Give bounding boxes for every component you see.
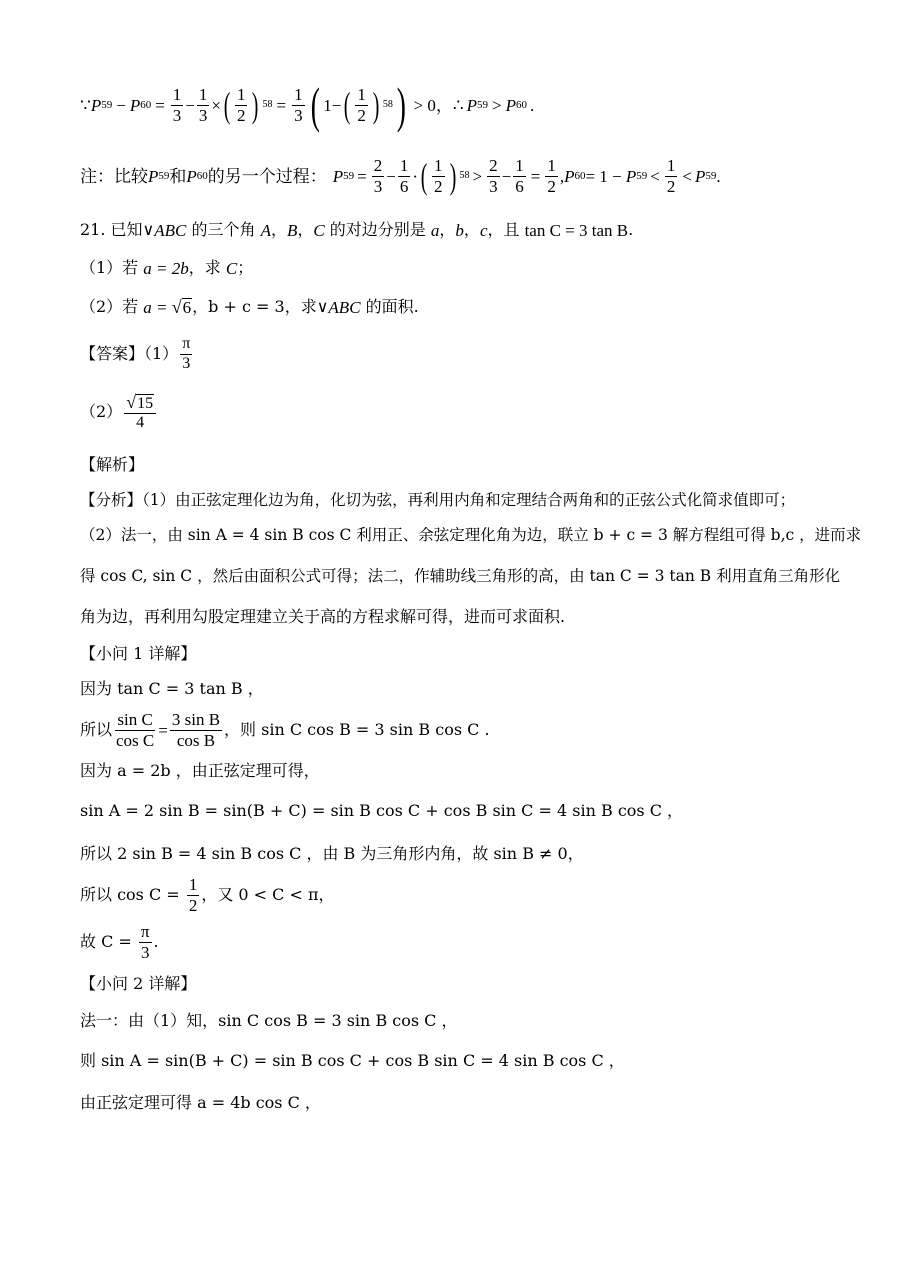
analysis-part-2a: （2）法一，由 sin A = 4 sin B cos C 利用正、余弦定理化角为边，联立 b + c = 3 解方程组可得 b,c ，进而求 (80, 526, 862, 545)
step-5: 所以 2 sin B = 4 sin B cos C ，由 B 为三角形内角，故 sin B ≠ 0， (80, 844, 584, 863)
step-3: 因为 a = 2b ，由正弦定理可得， (80, 761, 320, 780)
method-1-step-3: 由正弦定理可得 a = 4b cos C ， (80, 1093, 321, 1112)
sub-question-1-heading: 【小问 1 详解】 (80, 644, 197, 663)
answer-2: （2） $\frac{√15}{4}$ (80, 390, 830, 434)
part-2: （2）若 a = √ 6 ，b + c = 3，求 ∨ ABC 的面积. (80, 297, 419, 317)
part-1: （1）若 a = 2b ，求 C ； (80, 258, 254, 278)
answer-1: 【答案】（1） $\frac{\pi}{3}$ (80, 335, 191, 372)
analysis-part-2c: 角为边，再利用勾股定理建立关于高的方程求解可得，进而可求面积. (80, 607, 566, 626)
analysis-part-1: 【分析】（1）由正弦定理化边为角，化切为弦，再利用内角和定理结合两角和的正弦公式化简求值即可； (80, 491, 796, 510)
question-21: 21. 已知 ∨ ABC 的三个角 A ， B ， C 的对边分别是 a ， b ， c ，且 tan C = 3 tan B . (80, 220, 634, 240)
step-1: 因为 tan C = 3 tan B ， (80, 679, 264, 698)
fraction: $\frac{1}{2}$ (236, 84, 246, 125)
line-p59-p60-comparison: ∵ P 59 − P 60 = $\frac{1}{3}$ − $\frac{1}{3}$ × ( $\frac{1}{2}$ ) 58 = $\frac{1}{3}$ ( 1− ( $\frac{1}{2}$ ) 58 ) > 0， ∴ P 59 > P 60 . (80, 77, 535, 133)
step-7: 故 C = $\frac{\pi}{3}$ . (80, 921, 159, 962)
fraction: $\frac{1}{3}$ (198, 84, 208, 125)
fraction: $\frac{1}{3}$ (172, 84, 182, 125)
method-1-step-1: 法一：由（1）知，sin C cos B = 3 sin B cos C ， (80, 1011, 458, 1030)
method-1-step-2: 则 sin A = sin(B + C) = sin B cos C + cos B sin C = 4 sin B cos C ， (80, 1051, 625, 1070)
line-note-alternative: 注：比较 P 59 和 P 60 的另一个过程： P 59 = $\frac{2}{3}$ − $\frac{1}{6}$ · ( $\frac{1}{2}$ ) 58 > $\frac{2}{3}$ − $\frac{1}{6}$ = $\frac{1}{2}$ , P 60 = 1 − P 59 < $\frac{1}{2}$ < P 59 . (80, 155, 721, 196)
analysis-heading: 【解析】 (80, 455, 145, 474)
because-symbol: ∵ (80, 95, 91, 115)
step-4: sin A = 2 sin B = sin(B + C) = sin B cos C + cos B sin C = 4 sin B cos C ， (80, 801, 684, 820)
analysis-part-2b: 得 cos C, sin C ，然后由面积公式可得；法二，作辅助线三角形的高，由 tan C = 3 tan B 利用直角三角形化 (80, 567, 841, 586)
sub-question-2-heading: 【小问 2 详解】 (80, 974, 197, 993)
fraction: $\frac{1}{2}$ (357, 84, 366, 125)
step-2: 所以 $\frac{\text{sin C}}{\text{cos C}}$ = $\frac{\text{3 sin B}}{\text{cos B}}$ ，则 sin C cos B = 3 sin B cos C . (80, 709, 490, 750)
fraction: $\frac{1}{3}$ (294, 84, 303, 125)
step-6: 所以 cos C = $\frac{1}{2}$ ，又 0 < C < π， (80, 874, 335, 915)
